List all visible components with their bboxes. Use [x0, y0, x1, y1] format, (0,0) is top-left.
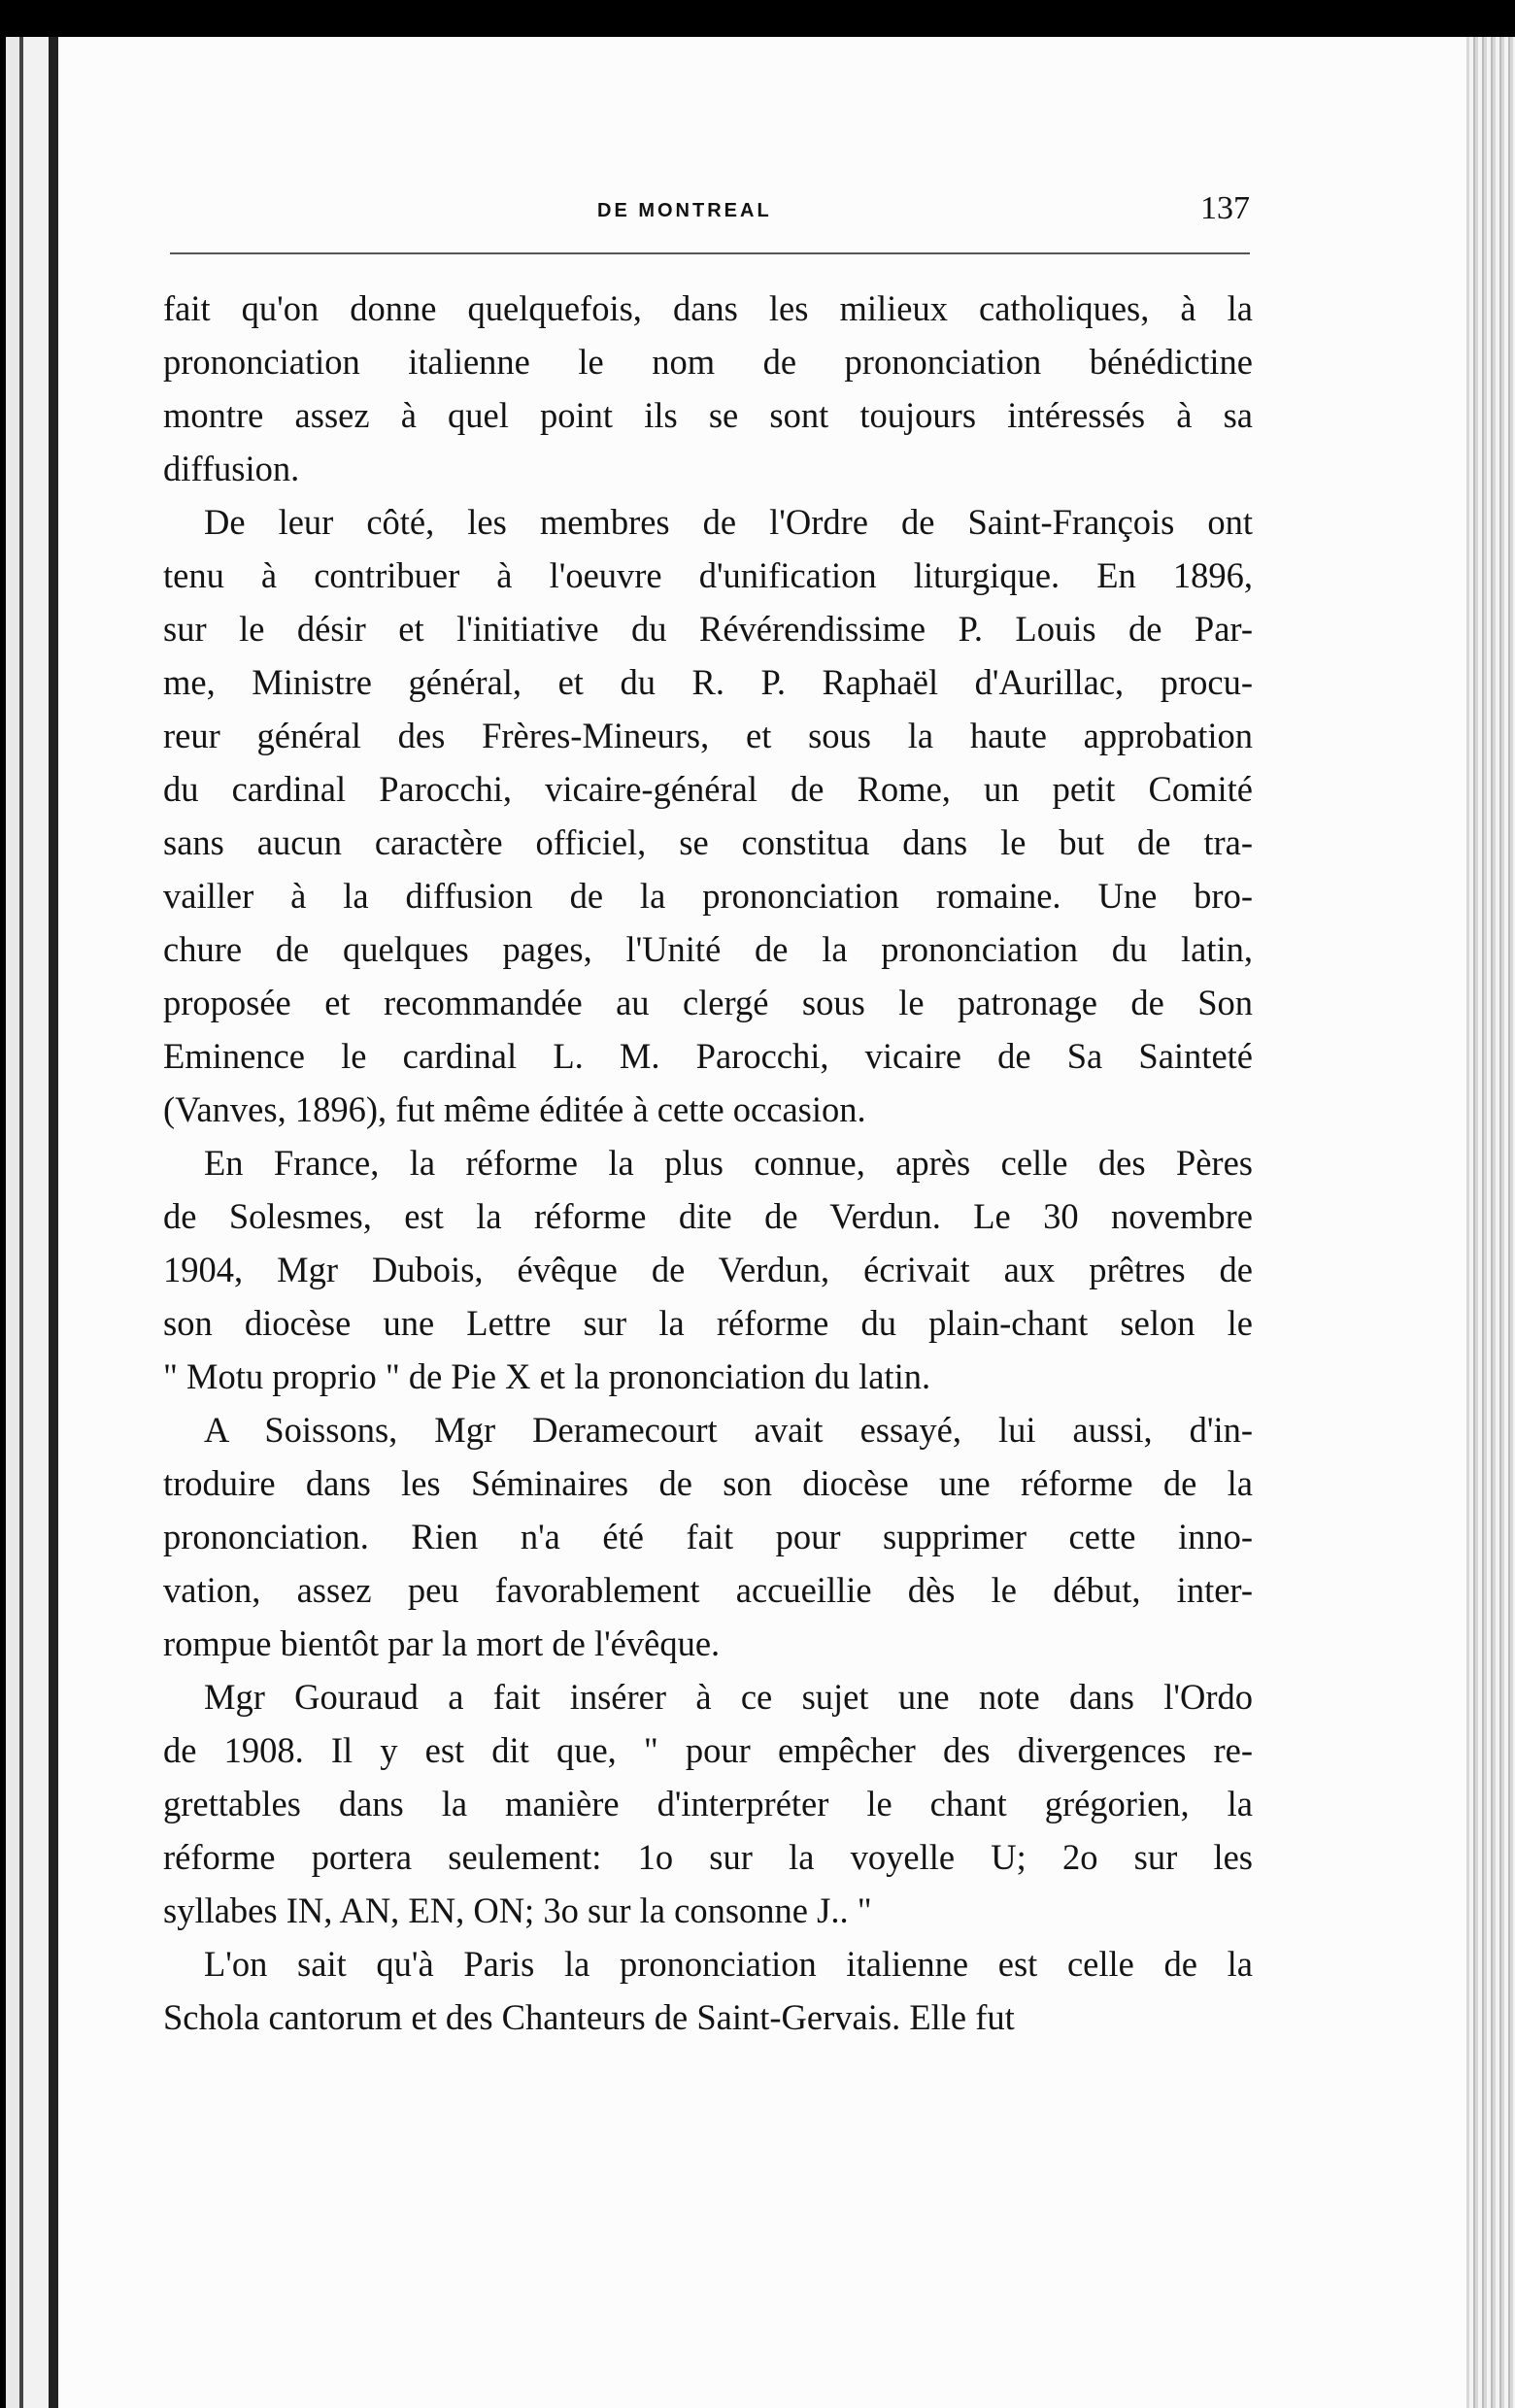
body-text	[163, 282, 1253, 2044]
text-line: 1904, Mgr Dubois, évêque de Verdun, écrivait aux prêtres de	[163, 1250, 1253, 1289]
text-line: A Soissons, Mgr Deramecourt avait essayé, lui aussi, d'in-	[204, 1410, 1253, 1450]
text-line: chure de quelques pages, l'Unité de la prononciation du latin,	[163, 929, 1253, 969]
running-head: DE MONTREAL	[597, 200, 772, 221]
paragraph	[163, 282, 1253, 495]
text-line: son diocèse une Lettre sur la réforme du plain-chant selon le	[163, 1303, 1253, 1343]
paragraph	[163, 1937, 1253, 2044]
text-line: troduire dans les Séminaires de son diocèse une réforme de la	[163, 1463, 1253, 1503]
text-line: L'on sait qu'à Paris la prononciation italienne est celle de la	[204, 1944, 1253, 1984]
page-number: 137	[1200, 190, 1250, 226]
header-rule	[170, 252, 1250, 254]
text-line: montre assez à quel point ils se sont toujours intéressés à sa	[163, 395, 1253, 435]
text-line: En France, la réforme la plus connue, après celle des Pères	[204, 1143, 1253, 1183]
text-line: de Solesmes, est la réforme dite de Verdun. Le 30 novembre	[163, 1196, 1253, 1236]
text-line: sans aucun caractère officiel, se constitua dans le but de tra-	[163, 822, 1253, 862]
text-line: me, Ministre général, et du R. P. Raphaël d'Aurillac, procu-	[163, 662, 1253, 702]
text-line: Schola cantorum et des Chanteurs de Saint-Gervais. Elle fut	[163, 1997, 1015, 2037]
scan-top-border	[0, 0, 1515, 39]
text-line: reur général des Frères-Mineurs, et sous la haute approbation	[163, 716, 1253, 755]
text-line: rompue bientôt par la mort de l'évêque.	[163, 1623, 721, 1663]
text-line: tenu à contribuer à l'oeuvre d'unification liturgique. En 1896,	[163, 555, 1253, 595]
text-line: prononciation. Rien n'a été fait pour supprimer cette inno-	[163, 1517, 1253, 1556]
paragraph	[163, 1670, 1253, 1937]
text-line: (Vanves, 1896), fut même éditée à cette occasion.	[163, 1089, 866, 1129]
paragraph	[163, 1136, 1253, 1403]
text-line: sur le désir et l'initiative du Révérendissime P. Louis de Par-	[163, 609, 1253, 649]
text-line: proposée et recommandée au clergé sous le patronage de Son	[163, 983, 1253, 1022]
text-line: Eminence le cardinal L. M. Parocchi, vicaire de Sa Sainteté	[163, 1036, 1253, 1076]
text-line: prononciation italienne le nom de prononciation bénédictine	[163, 342, 1253, 382]
page-stack-edge	[1466, 37, 1515, 2408]
text-line: " Motu proprio " de Pie X et la prononciation du latin.	[163, 1356, 931, 1396]
text-line: grettables dans la manière d'interpréter le chant grégorien, la	[163, 1784, 1253, 1823]
text-line: vation, assez peu favorablement accueillie dès le début, inter-	[163, 1570, 1253, 1610]
text-line: fait qu'on donne quelquefois, dans les milieux catholiques, à la	[163, 288, 1253, 328]
text-line: vailler à la diffusion de la prononciation romaine. Une bro-	[163, 876, 1253, 916]
text-line: De leur côté, les membres de l'Ordre de Saint-François ont	[204, 502, 1253, 542]
page-header	[170, 190, 1250, 239]
text-line: Mgr Gouraud a fait insérer à ce sujet une note dans l'Ordo	[204, 1677, 1253, 1717]
facing-page-edge	[0, 37, 58, 2408]
text-line: diffusion.	[163, 449, 300, 488]
text-line: de 1908. Il y est dit que, " pour empêcher des divergences re-	[163, 1730, 1253, 1770]
paragraph	[163, 495, 1253, 1136]
text-line: syllabes IN, AN, EN, ON; 3o sur la consonne J.. "	[163, 1890, 872, 1930]
text-line: du cardinal Parocchi, vicaire-général de Rome, un petit Comité	[163, 769, 1253, 809]
text-line: réforme portera seulement: 1o sur la voyelle U; 2o sur les	[163, 1837, 1253, 1877]
paragraph	[163, 1403, 1253, 1670]
